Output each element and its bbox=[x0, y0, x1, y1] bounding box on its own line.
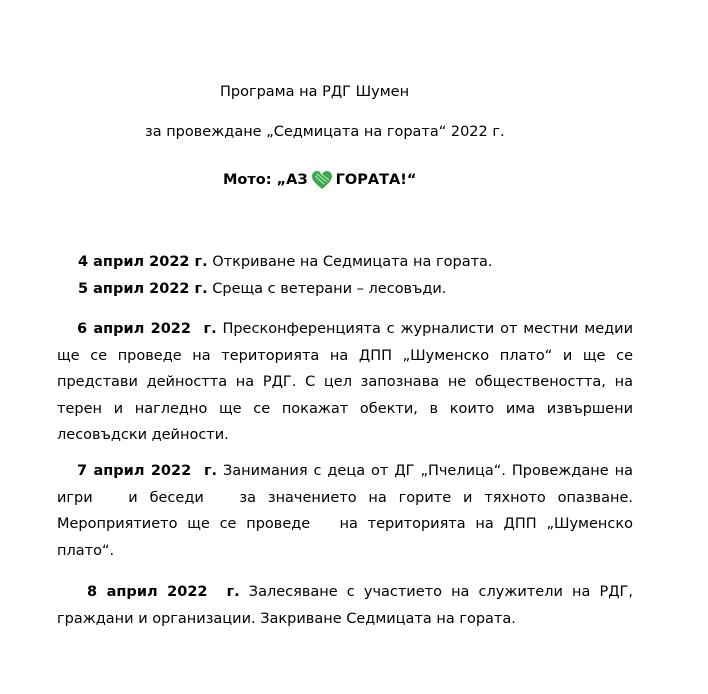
title-line-1: Програма на РДГ Шумен bbox=[220, 84, 410, 100]
title-line-2: за провеждане „Седмицата на гората“ 2022 г. bbox=[145, 124, 505, 140]
moto-prefix: Мото: „АЗ bbox=[223, 172, 308, 188]
program-text: Занимания с деца от ДГ „Пчелица“. Провеждане на игри и беседи за значението на горите и тяхното опазване. Мероприятието ще се проведе на територията на ДПП „Шуменско плато“. bbox=[57, 463, 638, 559]
program-text: Среща с ветерани – лесовъди. bbox=[212, 281, 447, 297]
program-item-3 bbox=[57, 316, 633, 449]
program-text: Откриване на Седмицата на гората. bbox=[212, 254, 493, 270]
program-date: 6 април 2022 г. bbox=[77, 321, 217, 337]
program-text: Пресконференцията с журналисти от местни медии ще се проведе на територията на ДПП „Шуменско плато“ и ще се представи дейността на РДГ. С цел запознава не обществеността, на терен и нагледно ще се покажат обекти, в които има извършени лесовъдски дейности. bbox=[57, 321, 633, 443]
program-text: Залесяване с участието на служители на РДГ, граждани и организации. Закриване Седмицата на гората. bbox=[57, 584, 634, 627]
program-item-2 bbox=[78, 276, 678, 303]
moto-line bbox=[223, 170, 416, 190]
program-item-1 bbox=[78, 249, 678, 276]
program-date: 7 април 2022 г. bbox=[77, 463, 218, 479]
program-date: 5 април 2022 г. bbox=[78, 281, 208, 297]
program-date: 8 април 2022 г. bbox=[87, 584, 240, 600]
program-item-4 bbox=[57, 458, 638, 564]
moto-suffix: ГОРАТА!“ bbox=[335, 172, 417, 188]
program-item-5 bbox=[57, 579, 633, 632]
green-heart-icon bbox=[311, 170, 333, 190]
program-date: 4 април 2022 г. bbox=[78, 254, 208, 270]
